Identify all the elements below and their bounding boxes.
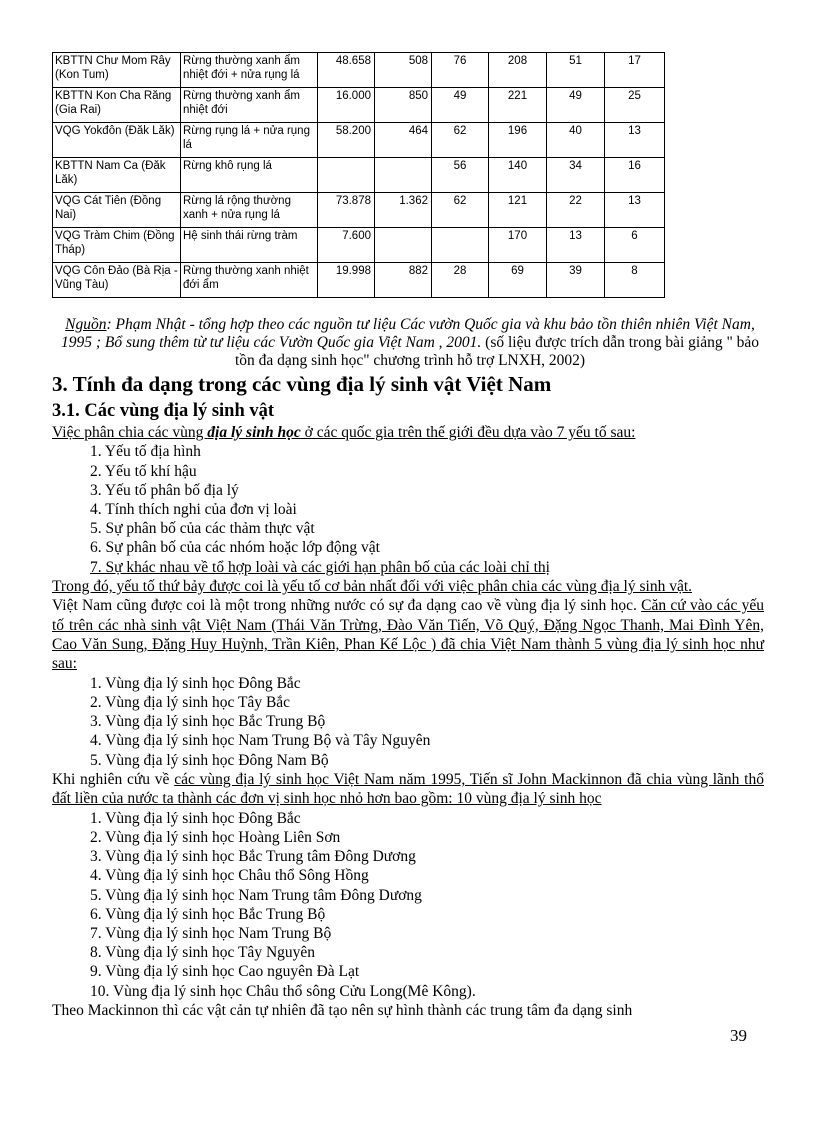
table-cell-type: Rừng thường xanh ẩm nhiệt đới + nửa rụng lá	[181, 53, 318, 88]
table-cell-c4: 13	[547, 228, 605, 263]
table-row	[53, 158, 665, 193]
source-note	[52, 316, 768, 370]
list-item: 3. Yếu tố phân bố địa lý	[90, 481, 239, 499]
table-cell-c5: 13	[605, 123, 665, 158]
table-cell-c4: 51	[547, 53, 605, 88]
table-row	[53, 53, 665, 88]
table-cell-c5: 8	[605, 263, 665, 298]
table-cell-c5: 25	[605, 88, 665, 123]
list-item: 9. Vùng địa lý sinh học Cao nguyên Đà Lạt	[90, 963, 360, 981]
protected-areas-table	[52, 52, 665, 298]
table-cell-area: 19.998	[318, 263, 375, 298]
list-item: 10. Vùng địa lý sinh học Châu thổ sông Cửu Long(Mê Kông).	[90, 982, 476, 1000]
table-cell-name: KBTTN Nam Ca (Đăk Lăk)	[53, 158, 181, 193]
table-body	[53, 53, 665, 298]
table-cell-area: 73.878	[318, 193, 375, 228]
table-cell-c3: 121	[489, 193, 547, 228]
table-cell-c1: 508	[375, 53, 432, 88]
table-row	[53, 263, 665, 298]
list-item: 5. Vùng địa lý sinh học Nam Trung tâm Đông Dương	[90, 886, 422, 904]
table-cell-area	[318, 158, 375, 193]
table-cell-c2: 56	[432, 158, 489, 193]
table-cell-c5: 16	[605, 158, 665, 193]
table-cell-type: Rừng khô rụng lá	[181, 158, 318, 193]
table-cell-area: 16.000	[318, 88, 375, 123]
closing-paragraph: Theo Mackinnon thì các vật cản tự nhiên đã tạo nên sự hình thành các trung tâm đa dạng sinh	[52, 1001, 633, 1019]
factors-list	[52, 442, 764, 576]
table-cell-name: VQG Yokđôn (Đăk Lăk)	[53, 123, 181, 158]
table-cell-c2: 49	[432, 88, 489, 123]
table-cell-area: 48.658	[318, 53, 375, 88]
table-cell-type: Rừng lá rộng thường xanh + nửa rụng lá	[181, 193, 318, 228]
table-cell-c2: 76	[432, 53, 489, 88]
table-cell-c4: 39	[547, 263, 605, 298]
table-cell-c2	[432, 228, 489, 263]
table-cell-c1: 1.362	[375, 193, 432, 228]
list-item: 3. Vùng địa lý sinh học Bắc Trung tâm Đông Dương	[90, 848, 416, 866]
table-cell-c3: 221	[489, 88, 547, 123]
table-cell-name: VQG Cát Tiên (Đồng Nai)	[53, 193, 181, 228]
seventh-factor-paragraph: Trong đó, yếu tố thứ bảy được coi là yếu tố cơ bản nhất đối với việc phân chia các vùng địa lý sinh vật.	[52, 577, 693, 595]
table-cell-c4: 40	[547, 123, 605, 158]
vietnam-paragraph: Việt Nam cũng được coi là một trong những nước có sự đa dạng cao về vùng địa lý sinh học. Căn cứ vào các yếu tố trên các nhà sinh vật Việt Nam (Thái Văn Trừng, Đào Văn Tiến, Võ Quý, Đặng Ngọc Thanh, Mai Đình Yên, Cao Văn Sung, Đặng Huy Huỳnh, Trần Kiên, Phan Kế Lộc ) đã chia Việt Nam thành 5 vùng địa lý sinh học như sau:	[52, 597, 764, 673]
list-item: 2. Vùng địa lý sinh học Tây Bắc	[90, 694, 291, 712]
table-cell-type: Rừng rụng lá + nửa rụng lá	[181, 123, 318, 158]
table-cell-c5: 17	[605, 53, 665, 88]
table-cell-c1: 850	[375, 88, 432, 123]
table-cell-c2: 62	[432, 123, 489, 158]
table-cell-type: Rừng thường xanh nhiệt đới ẩm	[181, 263, 318, 298]
table-cell-c1: 882	[375, 263, 432, 298]
regions-10-list	[52, 809, 764, 1001]
source-italic: : Phạm Nhật - tổng hợp theo các nguồn tư liệu Các vườn Quốc gia và khu bảo tồn thiên nhiên Việt Nam, 1995 ; Bổ sung thêm từ tư liệu các Vườn Quốc gia Việt Nam , 2001.	[60, 316, 755, 351]
list-item: 7. Sự khác nhau về tổ hợp loài và các giới hạn phân bố của các loài chỉ thị	[90, 558, 550, 576]
table-cell-c3: 140	[489, 158, 547, 193]
table-cell-c4: 22	[547, 193, 605, 228]
table-cell-c3: 196	[489, 123, 547, 158]
table-cell-name: KBTTN Kon Cha Răng (Gia Rai)	[53, 88, 181, 123]
list-item: 1. Yếu tố địa hình	[90, 443, 201, 461]
subsection-heading: 3.1. Các vùng địa lý sinh vật	[52, 401, 275, 421]
list-item: 5. Vùng địa lý sinh học Đông Nam Bộ	[90, 751, 329, 769]
table-row	[53, 193, 665, 228]
mackinnon-paragraph: Khi nghiên cứu về các vùng địa lý sinh học Việt Nam năm 1995, Tiến sĩ John Mackinnon đã chia vùng lãnh thổ đất liền của nước ta thành các đơn vị sinh học nhỏ hơn bao gồm: 10 vùng địa lý sinh học	[52, 770, 764, 808]
regions-5-list	[52, 674, 764, 770]
table-cell-c2: 28	[432, 263, 489, 298]
table-cell-type: Hệ sinh thái rừng tràm	[181, 228, 318, 263]
list-item: 4. Vùng địa lý sinh học Nam Trung Bộ và Tây Nguyên	[90, 732, 431, 750]
table-cell-c1: 464	[375, 123, 432, 158]
table-cell-type: Rừng thường xanh ẩm nhiệt đới	[181, 88, 318, 123]
table-cell-c1	[375, 158, 432, 193]
table-cell-c2: 62	[432, 193, 489, 228]
list-item: 6. Sự phân bố của các nhóm hoặc lớp động vật	[90, 539, 380, 557]
page-number: 39	[730, 1026, 747, 1045]
list-item: 4. Tính thích nghi của đơn vị loài	[90, 501, 297, 519]
table-cell-area: 58.200	[318, 123, 375, 158]
source-plain: (số liệu được trích dẫn trong bài giảng " bảo tồn đa dạng sinh học" chương trình hỗ trợ LNXH, 2002)	[234, 334, 760, 369]
list-item: 2. Vùng địa lý sinh học Hoàng Liên Sơn	[90, 828, 341, 846]
list-item: 1. Vùng địa lý sinh học Đông Bắc	[90, 674, 301, 692]
list-item: 4. Vùng địa lý sinh học Châu thổ Sông Hồng	[90, 867, 369, 885]
list-item: 8. Vùng địa lý sinh học Tây Nguyên	[90, 944, 316, 962]
table-row	[53, 228, 665, 263]
table-cell-name: VQG Tràm Chim (Đồng Tháp)	[53, 228, 181, 263]
table-row	[53, 88, 665, 123]
body-section-1	[52, 423, 764, 1020]
table-row	[53, 123, 665, 158]
table-cell-c3: 170	[489, 228, 547, 263]
list-item: 7. Vùng địa lý sinh học Nam Trung Bộ	[90, 924, 332, 942]
table-cell-c5: 13	[605, 193, 665, 228]
table-cell-c3: 69	[489, 263, 547, 298]
table-cell-area: 7.600	[318, 228, 375, 263]
table-cell-c4: 34	[547, 158, 605, 193]
intro-paragraph: Việc phân chia các vùng địa lý sinh học ở các quốc gia trên thế giới đều dựa vào 7 yếu tố sau:	[52, 424, 636, 441]
source-label: Nguồn	[65, 316, 107, 333]
list-item: 1. Vùng địa lý sinh học Đông Bắc	[90, 809, 301, 827]
table-cell-name: KBTTN Chư Mom Rây (Kon Tum)	[53, 53, 181, 88]
list-item: 2. Yếu tố khí hậu	[90, 462, 197, 480]
table-cell-c1	[375, 228, 432, 263]
table-cell-c4: 49	[547, 88, 605, 123]
table-cell-c3: 208	[489, 53, 547, 88]
list-item: 6. Vùng địa lý sinh học Bắc Trung Bộ	[90, 905, 326, 923]
table-cell-name: VQG Côn Đảo (Bà Rịa - Vũng Tàu)	[53, 263, 181, 298]
list-item: 3. Vùng địa lý sinh học Bắc Trung Bộ	[90, 713, 326, 731]
table-cell-c5: 6	[605, 228, 665, 263]
list-item: 5. Sự phân bố của các thảm thực vật	[90, 520, 315, 538]
section-heading: 3. Tính đa dạng trong các vùng địa lý sinh vật Việt Nam	[52, 372, 552, 396]
